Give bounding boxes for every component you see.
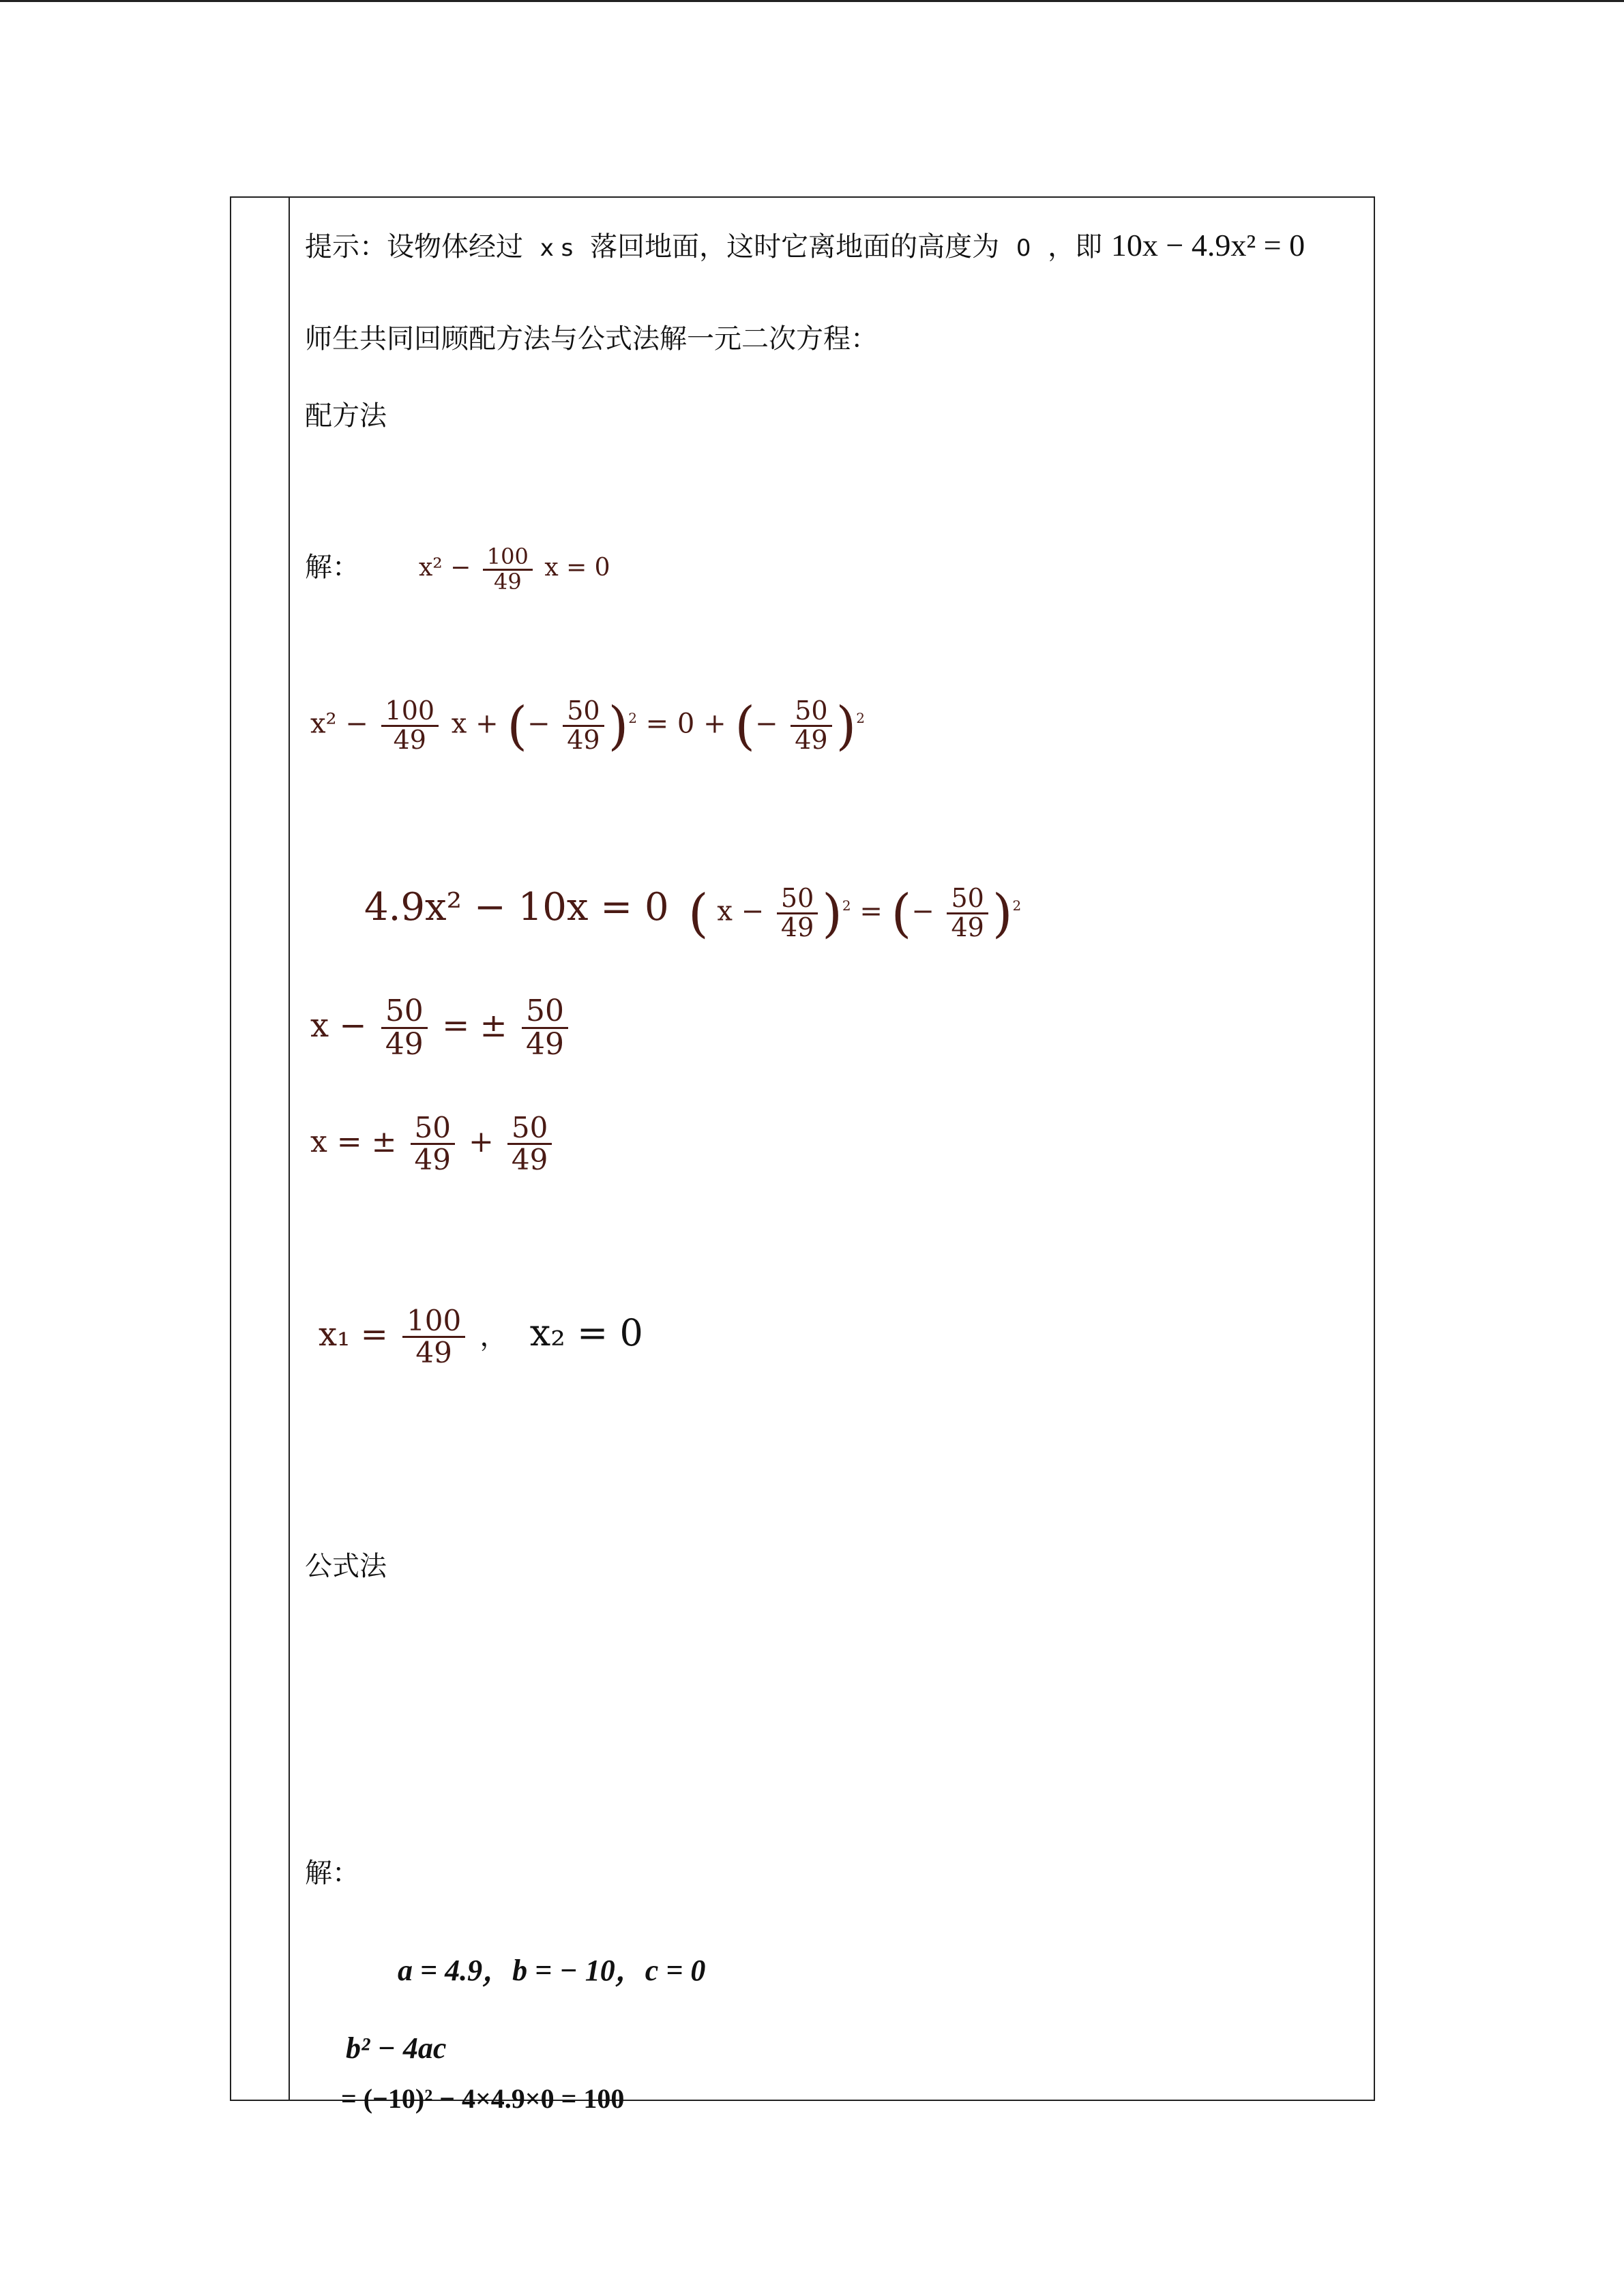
m1-eq1-num: 100 — [483, 546, 533, 571]
m1-eq5-num2: 50 — [507, 1113, 552, 1145]
m1-eq3-num2: 50 — [947, 885, 988, 914]
hint-zero: 0 — [1016, 235, 1031, 262]
m1-eq1-frac — [483, 543, 533, 595]
m2-disc: b² − 4ac — [346, 2031, 447, 2065]
m1-eq3-den2: 49 — [951, 912, 984, 942]
m1-eq2-b: x + — [451, 708, 499, 740]
m1-eq2-num2: 50 — [563, 698, 604, 727]
hint-equation: 10x − 4.9x² = 0 — [1110, 228, 1305, 263]
m1-eq5-frac2 — [507, 1113, 552, 1175]
m1-eq2-num1: 100 — [381, 698, 439, 727]
m1-eq4-num2: 50 — [522, 996, 568, 1029]
m1-eq2-frac1 — [381, 698, 439, 754]
solve-label-2: 解： — [305, 1858, 359, 1889]
m1-eq2-den3: 49 — [795, 724, 828, 755]
m1-eq5-den1: 49 — [414, 1143, 451, 1177]
m1-eq6-num: 100 — [402, 1306, 465, 1338]
m1-eq2-e: − — [754, 708, 778, 740]
m1-eq4-a: x − — [310, 1007, 367, 1045]
m1-eq2-d: = 0 + — [645, 708, 726, 740]
m1-eq3-c: − — [911, 895, 934, 927]
m1-eq2-den2: 49 — [567, 724, 600, 755]
m1-eq1 — [419, 543, 610, 595]
m1-eq1-den: 49 — [493, 568, 522, 595]
m1-eq5-a: x = ± — [310, 1124, 397, 1160]
m1-eq1-lhs: x² − — [419, 554, 471, 582]
m1-eq3-a: x − — [717, 895, 765, 927]
method2-title: 公式法 — [305, 1551, 387, 1582]
m1-eq5-den2: 49 — [511, 1143, 548, 1177]
m1-eq6-b: ， — [479, 1321, 507, 1353]
m1-eq6-frac — [402, 1306, 465, 1368]
lesson-table — [230, 196, 1375, 2101]
top-border-line — [0, 0, 1624, 2]
m2-coeffs: a = 4.9，b = − 10，c = 0 — [398, 1954, 706, 1987]
m1-eq2-c: − — [527, 708, 550, 740]
m1-eq2: x² − $\frac{100}{49}$ x + (− $\frac{50}{49}$ )$^2$ = 0 + (− $\frac{50}{49}$ )$^2$ — [310, 695, 865, 756]
m1-eq5-frac1 — [411, 1113, 455, 1175]
m1-eq4-den2: 49 — [526, 1027, 565, 1062]
m1-eq3-frac2 — [947, 885, 988, 942]
hint-prefix: 提示：设物体经过 — [305, 231, 523, 263]
m1-eq3-num1: 50 — [777, 885, 818, 914]
m1-eq4-frac1 — [381, 996, 428, 1060]
method1-title: 配方法 — [305, 400, 387, 432]
hint-suffix: ，即 — [1048, 231, 1103, 263]
m1-eq4-b: = ± — [442, 1007, 507, 1045]
left-column-cell — [231, 198, 290, 2100]
m1-eq2-frac3 — [791, 698, 831, 754]
m1-eq3-left: 4.9x² − 10x = 0 — [364, 885, 669, 929]
m1-eq1-rhs: x = 0 — [544, 554, 610, 582]
m1-eq3-right: ( x − $\frac{50}{49}$ )$^2$ = (− $\frac{50}{49}$ )$^2$ — [688, 882, 1022, 944]
m1-eq2-den1: 49 — [393, 724, 426, 755]
m1-eq3-den1: 49 — [780, 912, 814, 942]
m1-eq2-a: x² − — [310, 708, 368, 740]
m1-eq5 — [310, 1113, 556, 1175]
hint-var: x s — [540, 235, 574, 262]
m1-eq5-num1: 50 — [411, 1113, 455, 1145]
m1-eq3-b: = — [859, 895, 883, 927]
m1-eq3-frac1 — [777, 885, 818, 942]
m1-eq2-num3: 50 — [791, 698, 831, 727]
m1-eq4-num1: 50 — [381, 996, 428, 1029]
m2-clipped: = (−10)² − 4×4.9×0 = 100 — [341, 2083, 625, 2114]
m1-eq6 — [319, 1306, 643, 1368]
solve-label-1: 解： — [305, 552, 359, 583]
m1-eq4-frac2 — [522, 996, 568, 1060]
m1-eq6-c: x₂ = 0 — [529, 1311, 643, 1355]
m1-eq4-den1: 49 — [385, 1027, 424, 1062]
clipped-overflow-line — [341, 2083, 641, 2114]
hint-mid: 落回地面，这时它离地面的高度为 — [590, 231, 1000, 263]
m1-eq5-b: + — [468, 1124, 494, 1160]
review-text: 师生共同回顾配方法与公式法解一元二次方程： — [305, 323, 878, 355]
hint-line — [305, 225, 1305, 264]
m1-eq6-den: 49 — [415, 1336, 452, 1370]
m1-eq2-frac2 — [563, 698, 604, 754]
m1-eq4 — [310, 996, 572, 1060]
m1-eq6-a: x₁ = — [319, 1315, 388, 1354]
